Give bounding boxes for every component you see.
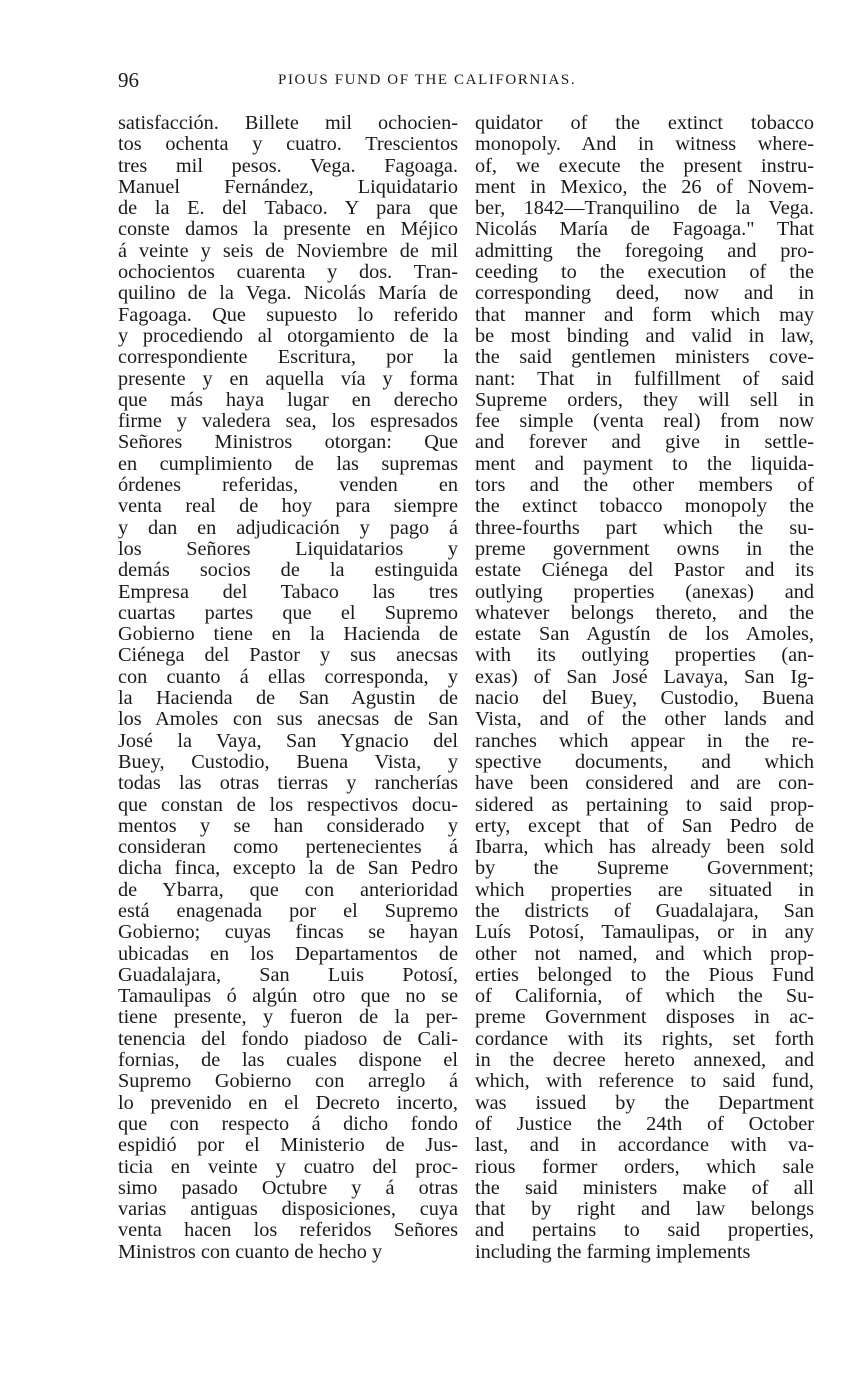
- spanish-text-line: tiene presente, y fueron de la per-: [118, 1006, 458, 1029]
- spanish-text-line: firme y valedera sea, los espresados: [118, 410, 458, 433]
- english-text-line: have been considered and are con-: [475, 772, 814, 795]
- english-text-line: in the decree hereto annexed, and: [475, 1049, 814, 1072]
- spanish-text-line: Buey, Custodio, Buena Vista, y: [118, 750, 458, 773]
- english-text-line: outlying properties (anexas) and: [475, 580, 814, 603]
- page-header: [118, 66, 818, 94]
- spanish-text-line: los Amoles con sus anecsas de San: [118, 708, 458, 731]
- english-text-line: tors and the other members of: [475, 474, 814, 497]
- spanish-text-line: Supremo Gobierno con arreglo á: [118, 1070, 458, 1093]
- english-text-line: nant: That in fulfillment of said: [475, 367, 814, 390]
- english-text-line: be most binding and valid in law,: [475, 324, 814, 347]
- spanish-text-line: de la E. del Tabaco. Y para que: [118, 197, 458, 220]
- english-text-line: ranches which appear in the re-: [475, 729, 814, 752]
- english-text-line: Nicolás María de Fagoaga." That: [475, 218, 814, 241]
- spanish-text-line: tenencia del fondo piadoso de Cali-: [118, 1027, 458, 1050]
- spanish-text-line: todas las otras tierras y rancherías: [118, 772, 458, 795]
- english-text-line: quidator of the extinct tobacco: [475, 112, 814, 134]
- english-text-line: preme Government disposes in ac-: [475, 1006, 814, 1029]
- english-text-line: the districts of Guadalajara, San: [475, 899, 814, 922]
- spanish-text-line: Gobierno tiene en la Hacienda de: [118, 623, 458, 646]
- english-text-line: spective documents, and which: [475, 750, 814, 773]
- english-text-line: that manner and form which may: [475, 303, 814, 326]
- english-text-line: other not named, and which prop-: [475, 942, 814, 965]
- english-text-line: estate San Agustín de los Amoles,: [475, 623, 814, 646]
- english-text-line: corresponding deed, now and in: [475, 282, 814, 305]
- spanish-text-line: y procediendo al otorgamiento de la: [118, 324, 458, 347]
- spanish-text-line: que constan de los respectivos docu-: [118, 793, 458, 816]
- spanish-text-line: conste damos la presente en Méjico: [118, 218, 458, 241]
- spanish-text-line: está enagenada por el Supremo: [118, 899, 458, 922]
- english-text-line: ber, 1842—Tranquilino de la Vega.: [475, 197, 814, 220]
- spanish-text-line: ticia en veinte y cuatro del proc-: [118, 1155, 458, 1178]
- english-text-line: was issued by the Department: [475, 1091, 814, 1114]
- english-text-line: estate Ciénega del Pastor and its: [475, 559, 814, 582]
- english-text-line: and pertains to said properties,: [475, 1219, 814, 1242]
- spanish-text-line: Señores Ministros otorgan: Que: [118, 431, 458, 454]
- spanish-text-line: quilino de la Vega. Nicolás María de: [118, 282, 458, 305]
- english-text-line: the said ministers make of all: [475, 1176, 814, 1199]
- english-text-line: erties belonged to the Pious Fund: [475, 963, 814, 986]
- spanish-text-line: José la Vaya, San Ygnacio del: [118, 729, 458, 752]
- spanish-text-line: mentos y se han considerado y: [118, 814, 458, 837]
- english-text-line: ment in Mexico, the 26 of Novem-: [475, 175, 814, 198]
- english-text-line: erty, except that of San Pedro de: [475, 814, 814, 837]
- english-text-line: of, we execute the present instru-: [475, 154, 814, 177]
- spanish-text-line: fornias, de las cuales dispone el: [118, 1049, 458, 1072]
- english-text-line: Supreme orders, they will sell in: [475, 388, 814, 411]
- spanish-text-line: espidió por el Ministerio de Jus-: [118, 1134, 458, 1157]
- spanish-text-line: de Ybarra, que con anterioridad: [118, 878, 458, 901]
- spanish-text-line: los Señores Liquidatarios y: [118, 537, 458, 560]
- spanish-text-line: con cuanto á ellas corresponda, y: [118, 665, 458, 688]
- spanish-text-line: que con respecto á dicho fondo: [118, 1112, 458, 1135]
- english-text-line: Luís Potosí, Tamaulipas, or in any: [475, 921, 814, 944]
- english-text-line: by the Supreme Government;: [475, 857, 814, 880]
- english-text-line: ment and payment to the liquida-: [475, 452, 814, 475]
- page-number: 96: [118, 68, 139, 92]
- spanish-text-line: ochocientos cuarenta y dos. Tran-: [118, 261, 458, 284]
- spanish-text-line: órdenes referidas, venden en: [118, 474, 458, 497]
- spanish-text-line: correspondiente Escritura, por la: [118, 346, 458, 369]
- spanish-text-line: venta hacen los referidos Señores: [118, 1219, 458, 1242]
- spanish-text-line: consideran como pertenecientes á: [118, 836, 458, 859]
- spanish-text-line: satisfacción. Billete mil ochocien-: [118, 112, 458, 134]
- english-text-line: admitting the foregoing and pro-: [475, 239, 814, 262]
- spanish-text-line: y dan en adjudicación y pago á: [118, 516, 458, 539]
- running-title: PIOUS FUND OF THE CALIFORNIAS.: [278, 72, 577, 88]
- spanish-text-line: Empresa del Tabaco las tres: [118, 580, 458, 603]
- english-text-line: Vista, and of the other lands and: [475, 708, 814, 731]
- english-text-line: whatever belongs thereto, and the: [475, 601, 814, 624]
- english-text-line: fee simple (venta real) from now: [475, 410, 814, 433]
- spanish-text-line: Guadalajara, San Luis Potosí,: [118, 963, 458, 986]
- spanish-text-line: venta real de hoy para siempre: [118, 495, 458, 518]
- spanish-text-line: tres mil pesos. Vega. Fagoaga.: [118, 154, 458, 177]
- spanish-text-line: Tamaulipas ó algún otro que no se: [118, 985, 458, 1008]
- english-text-line: three-fourths part which the su-: [475, 516, 814, 539]
- spanish-text-line: la Hacienda de San Agustin de: [118, 687, 458, 710]
- english-text-line: with its outlying properties (an-: [475, 644, 814, 667]
- spanish-text-line: Ciénega del Pastor y sus anecsas: [118, 644, 458, 667]
- spanish-text-line: en cumplimiento de las supremas: [118, 452, 458, 475]
- spanish-text-line: Gobierno; cuyas fincas se hayan: [118, 921, 458, 944]
- spanish-text-line: demás socios de la estinguida: [118, 559, 458, 582]
- spanish-text-line: tos ochenta y cuatro. Trescientos: [118, 133, 458, 156]
- spanish-text-line: dicha finca, excepto la de San Pedro: [118, 857, 458, 880]
- english-text-line: and forever and give in settle-: [475, 431, 814, 454]
- english-text-line: nacio del Buey, Custodio, Buena: [475, 687, 814, 710]
- spanish-text-line: varias antiguas disposiciones, cuya: [118, 1198, 458, 1221]
- english-text-line: sidered as pertaining to said prop-: [475, 793, 814, 816]
- english-text-line: the extinct tobacco monopoly the: [475, 495, 814, 518]
- spanish-text-line: ubicadas en los Departamentos de: [118, 942, 458, 965]
- english-text-line: the said gentlemen ministers cove-: [475, 346, 814, 369]
- english-translation-column: [475, 113, 814, 1263]
- english-text-line: rious former orders, which sale: [475, 1155, 814, 1178]
- spanish-text-line: Fagoaga. Que supuesto lo referido: [118, 303, 458, 326]
- spanish-text-line: presente y en aquella vía y forma: [118, 367, 458, 390]
- english-text-line: including the farming implements: [475, 1240, 751, 1263]
- english-text-line: of California, of which the Su-: [475, 985, 814, 1008]
- spanish-text-line: lo prevenido en el Decreto incerto,: [118, 1091, 458, 1114]
- english-text-line: cordance with its rights, set forth: [475, 1027, 814, 1050]
- english-text-line: Ibarra, which has already been sold: [475, 836, 814, 859]
- spanish-text-line: Ministros con cuanto de hecho y: [118, 1240, 383, 1263]
- english-text-line: monopoly. And in witness where-: [475, 133, 814, 156]
- spanish-text-line: á veinte y seis de Noviembre de mil: [118, 239, 458, 262]
- english-text-line: of Justice the 24th of October: [475, 1112, 814, 1135]
- spanish-text-line: cuartas partes que el Supremo: [118, 601, 458, 624]
- spanish-text-line: Manuel Fernández, Liquidatario: [118, 175, 458, 198]
- english-text-line: exas) of San José Lavaya, San Ig-: [475, 665, 814, 688]
- english-text-line: which, with reference to said fund,: [475, 1070, 814, 1093]
- english-text-line: which properties are situated in: [475, 878, 814, 901]
- spanish-text-column: [118, 113, 458, 1263]
- spanish-text-line: que más haya lugar en derecho: [118, 388, 458, 411]
- english-text-line: preme government owns in the: [475, 537, 814, 560]
- spanish-text-line: simo pasado Octubre y á otras: [118, 1176, 458, 1199]
- english-text-line: that by right and law belongs: [475, 1198, 814, 1221]
- english-text-line: ceeding to the execution of the: [475, 261, 814, 284]
- english-text-line: last, and in accordance with va-: [475, 1134, 814, 1157]
